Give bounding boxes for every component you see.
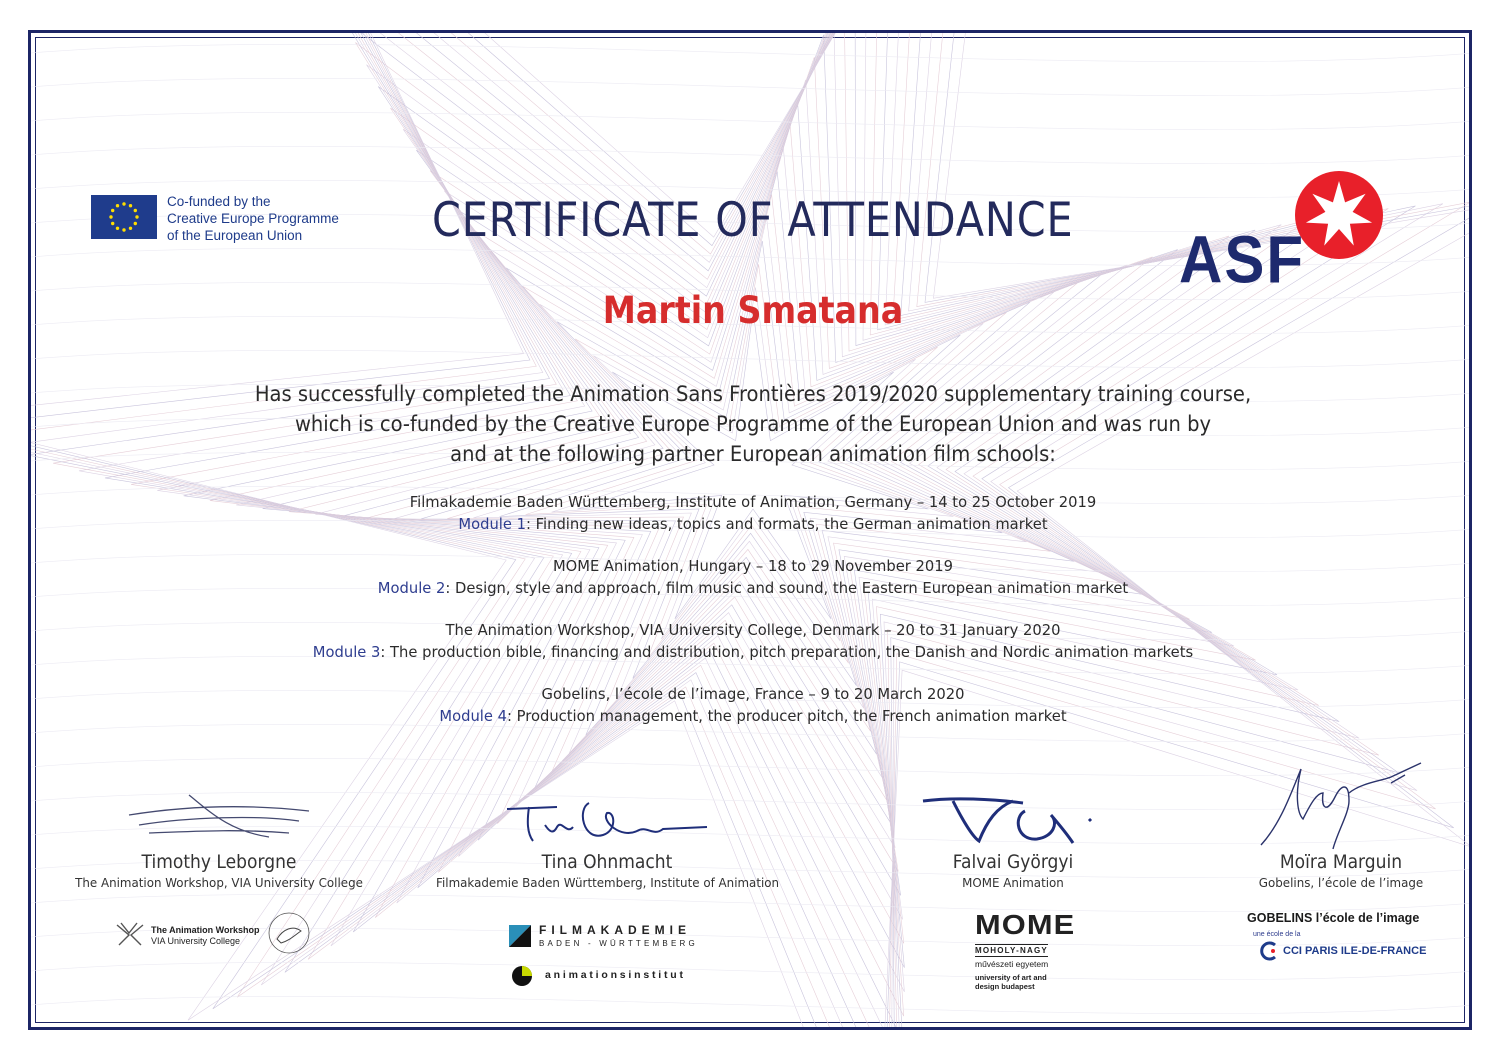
intro-paragraph: [31, 379, 1472, 469]
module-school: MOME Animation, Hungary – 18 to 29 November 2019: [552, 557, 954, 575]
module-text: : Production management, the producer pitch, the French animation market: [506, 707, 1067, 725]
mome-line-3: university of art and: [975, 973, 1047, 982]
module-description: [67, 641, 1439, 663]
module-description: [67, 513, 1439, 535]
module-block-4: [31, 683, 1472, 727]
module-text: : Design, style and approach, film music and sound, the Eastern European animation market: [445, 579, 1129, 597]
module-school: Filmakademie Baden Württemberg, Institute of Animation, Germany – 14 to 25 October 2019: [409, 493, 1097, 511]
signatory-org: The Animation Workshop, VIA University College: [75, 875, 363, 890]
filmakademie-line-2: BADEN - WÜRTTEMBERG: [539, 939, 698, 948]
signatory-name: Falvai Györgyi: [952, 851, 1074, 873]
module-school: The Animation Workshop, VIA University College, Denmark – 20 to 31 January 2020: [445, 621, 1061, 639]
filmakademie-line-1: FILMAKADEMIE: [539, 923, 691, 937]
signatory-name: Moïra Marguin: [1279, 851, 1403, 873]
module-block-3: [31, 619, 1472, 663]
intro-line-1: Has successfully completed the Animation Sans Frontières 2019/2020 supplementary training course,: [254, 382, 1252, 406]
module-text: : The production bible, financing and distribution, pitch preparation, the Danish and Nordic animation markets: [380, 643, 1194, 661]
module-text: : Finding new ideas, topics and formats, the German animation market: [525, 515, 1048, 533]
module-school: Gobelins, l’école de l’image, France – 9 to 20 March 2020: [541, 685, 965, 703]
filmakademie-mark-icon: [509, 925, 531, 947]
module-block-2: [31, 555, 1472, 599]
animationsinstitut-icon: [511, 965, 533, 987]
mome-line-2: művészeti egyetem: [975, 959, 1049, 969]
eu-line-1: Co-funded by the: [167, 194, 271, 209]
mome-line-4: design budapest: [975, 982, 1035, 991]
eu-line-2: Creative Europe Programme: [167, 211, 339, 226]
module-description: [67, 577, 1439, 599]
taw-seal-icon: [265, 909, 313, 957]
module-block-1: [31, 491, 1472, 535]
signatory-name: Timothy Leborgne: [141, 851, 297, 873]
gobelins-line-1: GOBELINS l’école de l’image: [1247, 911, 1420, 925]
taw-logo-line-1: The Animation Workshop: [151, 925, 260, 935]
certificate-title: CERTIFICATE OF ATTENDANCE: [432, 193, 1074, 248]
module-label: Module 2: [377, 579, 446, 597]
taw-logo-line-2: VIA University College: [151, 936, 241, 946]
signatory-org: Filmakademie Baden Württemberg, Institute of Animation: [436, 875, 780, 890]
gobelins-line-2: une école de la: [1253, 931, 1301, 938]
gobelins-logo: [1247, 909, 1437, 973]
animationsinstitut-text: animationsinstitut: [545, 969, 686, 981]
module-label: Module 1: [458, 515, 526, 533]
eu-line-3: of the European Union: [167, 228, 303, 243]
module-description: [67, 705, 1439, 727]
certificate: [28, 30, 1472, 1030]
signatory-org: MOME Animation: [962, 875, 1064, 890]
mome-logo: [975, 909, 1076, 997]
signatory-name: Tina Ohnmacht: [541, 851, 673, 873]
filmakademie-logo: [509, 921, 729, 991]
intro-line-2: which is co-funded by the Creative Europe Programme of the European Union and was run by: [294, 412, 1212, 436]
taw-logo: [115, 913, 315, 957]
signature-image: [913, 781, 1113, 851]
signatory-1: [59, 781, 379, 890]
mome-mark: MOME: [975, 909, 1076, 940]
signatory-4: [1221, 753, 1461, 890]
module-label: Module 3: [312, 643, 381, 661]
taw-mark-icon: [115, 919, 145, 949]
asf-logo-text: ASF: [1179, 222, 1305, 298]
intro-line-3: and at the following partner European animation film schools:: [450, 442, 1056, 466]
gobelins-line-3: CCI PARIS ILE-DE-FRANCE: [1283, 945, 1427, 957]
signatory-2: [427, 781, 787, 890]
recipient-name: Martin Smatana: [602, 289, 904, 332]
signatory-org: Gobelins, l’école de l’image: [1258, 875, 1424, 890]
module-label: Module 4: [439, 707, 507, 725]
asf-star-icon: [1293, 169, 1385, 261]
signature-image: [119, 781, 319, 851]
signature-image: [497, 781, 717, 851]
cci-icon: [1259, 941, 1279, 961]
signature-image: [1241, 753, 1441, 851]
mome-line-1: MOHOLY-NAGY: [975, 946, 1048, 955]
signatory-3: [863, 781, 1163, 890]
